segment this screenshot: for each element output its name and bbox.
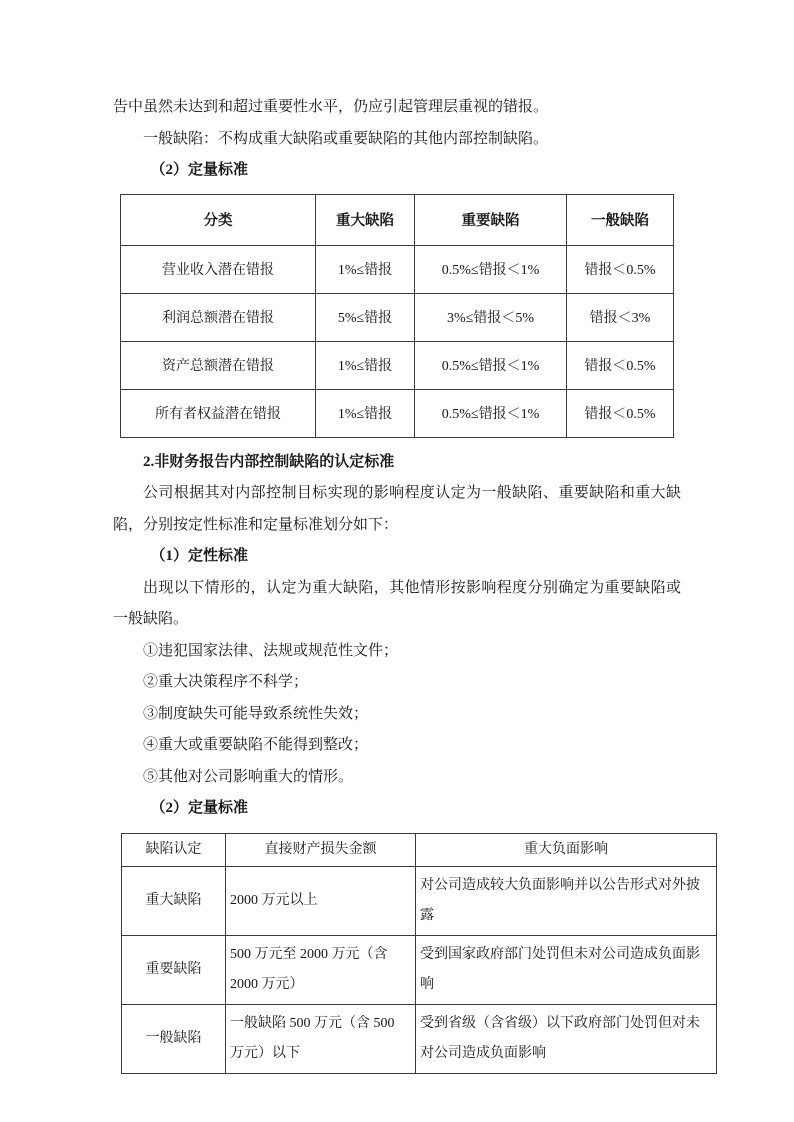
table-cell: 所有者权益潜在错报 bbox=[121, 389, 316, 437]
table-row bbox=[121, 293, 674, 341]
list-item-3: ③制度缺失可能导致系统性失效； bbox=[143, 705, 369, 722]
table-cell: 利润总额潜在错报 bbox=[121, 293, 316, 341]
table-cell: 5%≤错报 bbox=[316, 293, 415, 341]
column-header: 重大负面影响 bbox=[416, 833, 717, 866]
table-row bbox=[121, 389, 674, 437]
table-cell: 错报＜0.5% bbox=[567, 245, 674, 293]
table-cell: 营业收入潜在错报 bbox=[121, 245, 316, 293]
table-cell: 受到省级（含省级）以下政府部门处罚但对未对公司造成负面影响 bbox=[416, 1004, 717, 1073]
table-cell: 资产总额潜在错报 bbox=[121, 341, 316, 389]
paragraph-carryover: 告中虽然未达到和超过重要性水平，仍应引起管理层重视的错报。 bbox=[113, 99, 549, 115]
paragraph-situations: 出现以下情形的，认定为重大缺陷，其他情形按影响程度分别确定为重要缺陷或一般缺陷。 bbox=[113, 579, 681, 627]
list-item-2: ②重大决策程序不科学； bbox=[143, 674, 309, 690]
table-cell: 3%≤错报＜5% bbox=[415, 293, 567, 341]
table-row bbox=[122, 935, 717, 1004]
table-header-row bbox=[121, 194, 674, 245]
paragraph-company-basis: 公司根据其对内部控制目标实现的影响程度认定为一般缺陷、重要缺陷和重大缺陷，分别按定性标准和定量标准划分如下： bbox=[113, 485, 681, 533]
column-header: 重要缺陷 bbox=[415, 194, 567, 245]
heading-section-2: 2.非财务报告内部控制缺陷的认定标准 bbox=[143, 453, 395, 470]
table-cell: 一般缺陷 bbox=[122, 1004, 226, 1073]
list-item-5: ⑤其他对公司影响重大的情形。 bbox=[143, 768, 354, 785]
table-row bbox=[121, 341, 674, 389]
table-cell: 1%≤错报 bbox=[316, 389, 415, 437]
table-cell: 0.5%≤错报＜1% bbox=[415, 389, 567, 437]
table-row bbox=[122, 866, 717, 935]
heading-quantitative-standard-2: （2）定量标准 bbox=[150, 800, 249, 816]
table-cell: 受到国家政府部门处罚但未对公司造成负面影响 bbox=[416, 935, 717, 1004]
table-cell: 重大缺陷 bbox=[122, 866, 226, 935]
column-header: 一般缺陷 bbox=[567, 194, 674, 245]
table-cell: 500 万元至 2000 万元（含 2000 万元） bbox=[226, 935, 416, 1004]
column-header: 直接财产损失金额 bbox=[226, 833, 416, 866]
table-cell: 1%≤错报 bbox=[316, 245, 415, 293]
table-cell: 重要缺陷 bbox=[122, 935, 226, 1004]
heading-qualitative-standard: （1）定性标准 bbox=[150, 548, 249, 564]
paragraph-general-defect: 一般缺陷：不构成重大缺陷或重要缺陷的其他内部控制缺陷。 bbox=[143, 130, 549, 147]
nonfinancial-defect-table bbox=[121, 833, 717, 1074]
table-row bbox=[121, 245, 674, 293]
financial-defect-table bbox=[120, 194, 674, 438]
table-cell: 2000 万元以上 bbox=[226, 866, 416, 935]
column-header: 重大缺陷 bbox=[316, 194, 415, 245]
table-row bbox=[122, 1004, 717, 1073]
table-cell: 错报＜0.5% bbox=[567, 389, 674, 437]
table-cell: 0.5%≤错报＜1% bbox=[415, 245, 567, 293]
table-header-row bbox=[122, 833, 717, 866]
heading-quantitative-standard-1: （2）定量标准 bbox=[150, 162, 249, 178]
list-item-4: ④重大或重要缺陷不能得到整改； bbox=[143, 737, 369, 753]
column-header: 分类 bbox=[121, 194, 316, 245]
list-item-1: ①违犯国家法律、法规或规范性文件； bbox=[143, 642, 399, 659]
table-cell: 1%≤错报 bbox=[316, 341, 415, 389]
table-cell: 错报＜3% bbox=[567, 293, 674, 341]
table-cell: 错报＜0.5% bbox=[567, 341, 674, 389]
table-cell: 对公司造成较大负面影响并以公告形式对外披露 bbox=[416, 866, 717, 935]
table-cell: 0.5%≤错报＜1% bbox=[415, 341, 567, 389]
table-cell: 一般缺陷 500 万元（含 500 万元）以下 bbox=[226, 1004, 416, 1073]
column-header: 缺陷认定 bbox=[122, 833, 226, 866]
